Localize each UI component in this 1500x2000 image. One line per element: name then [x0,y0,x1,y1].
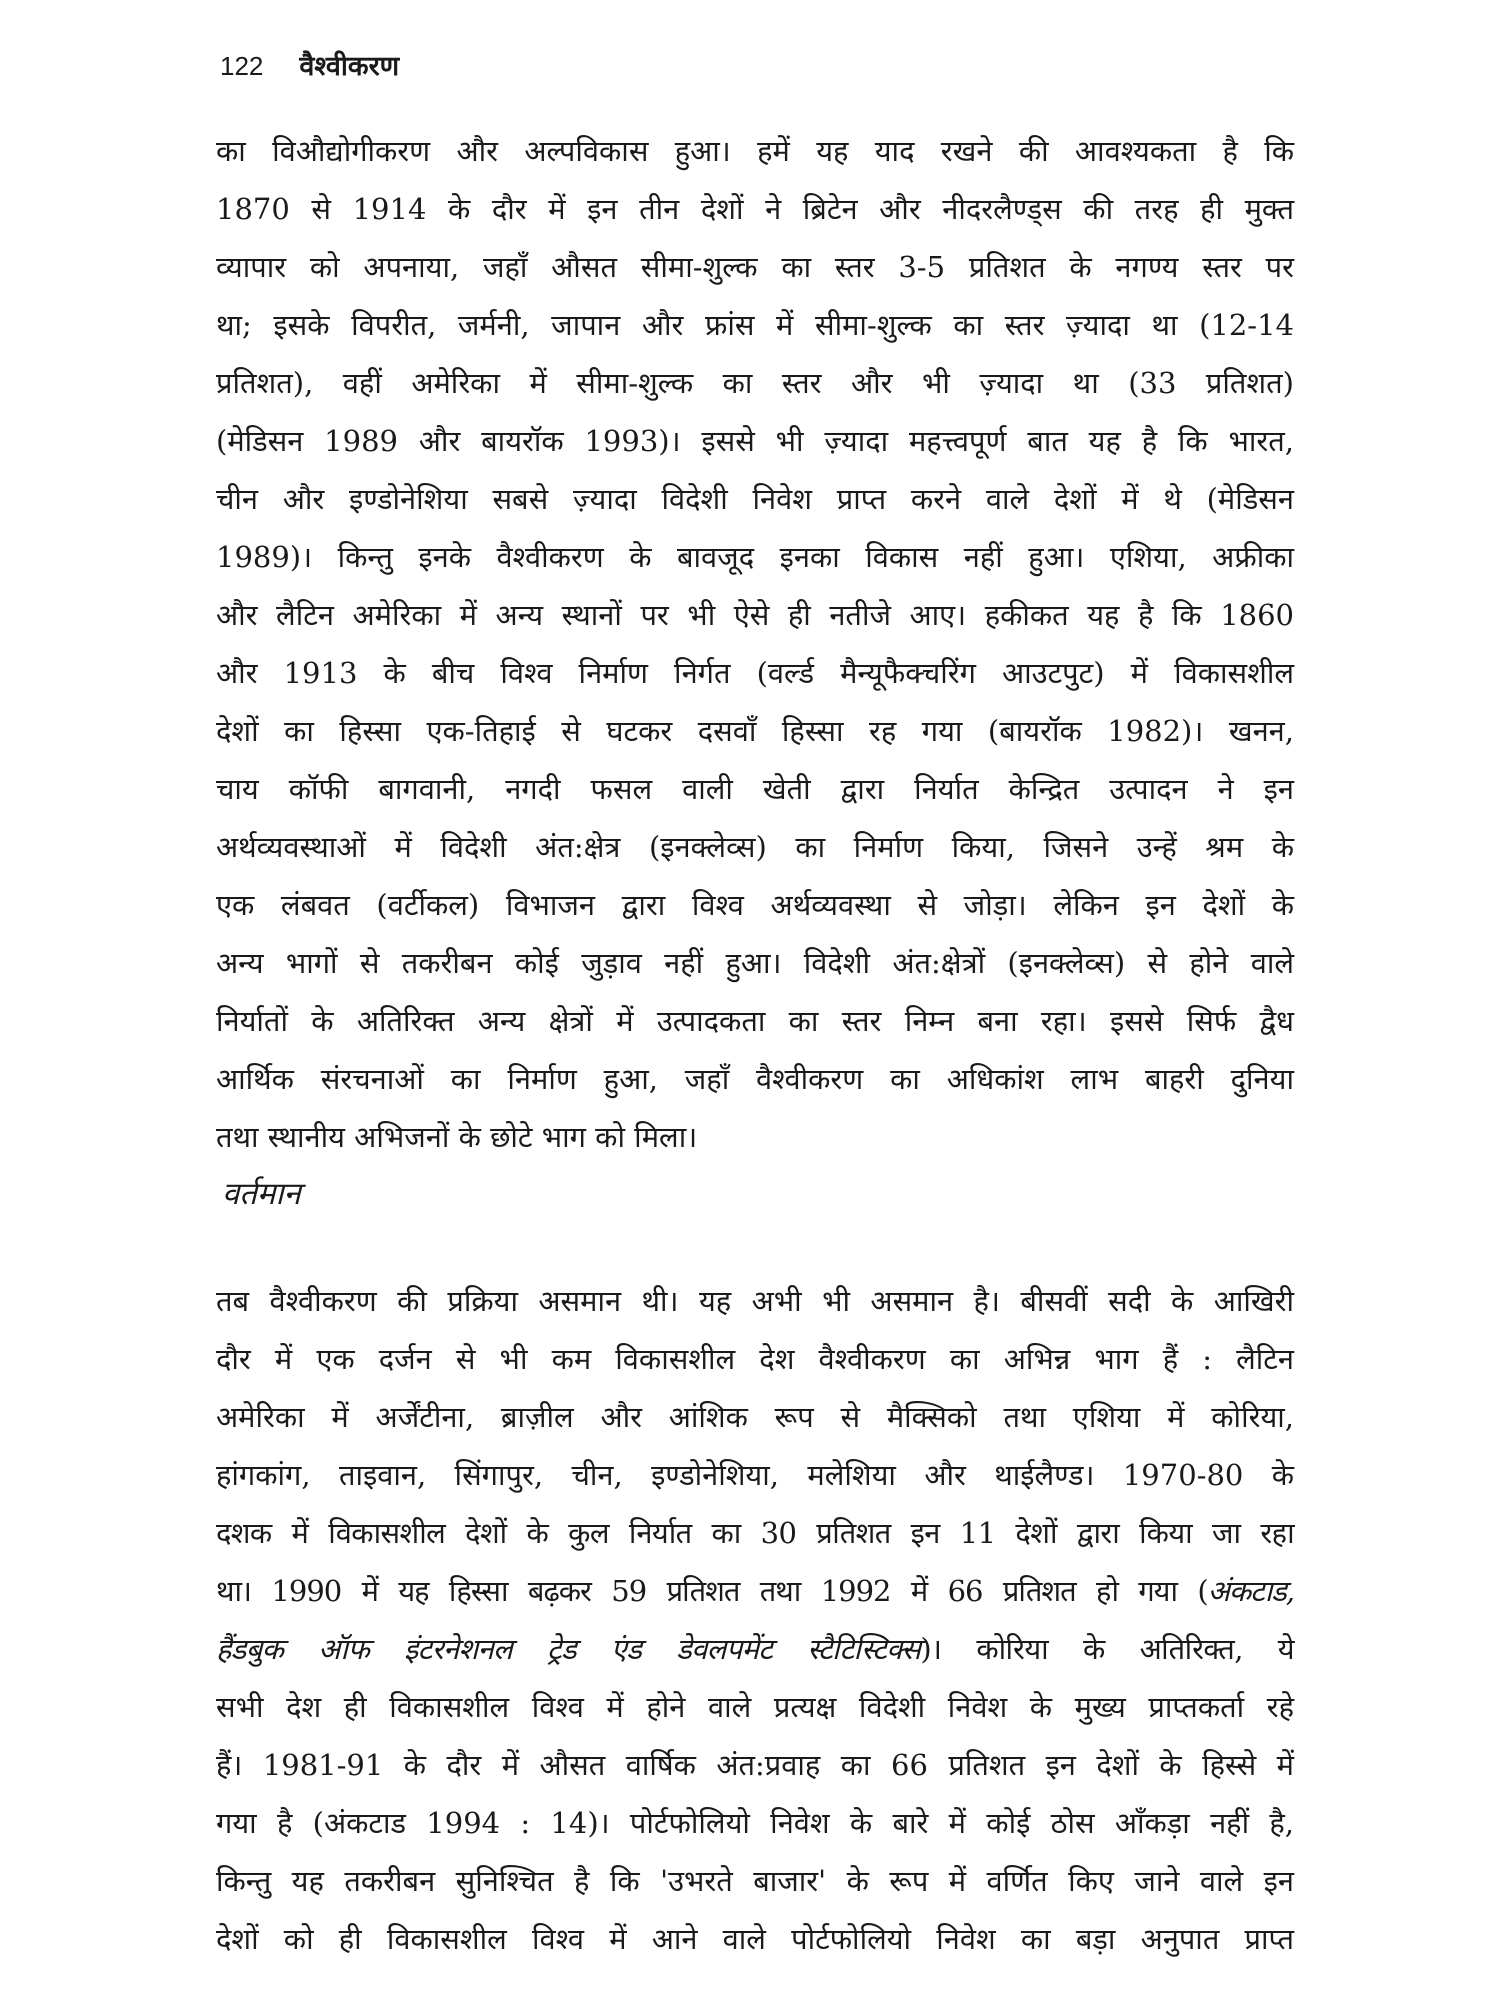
text-line: तथा स्थानीय अभिजनों के छोटे भाग को मिला। [216,1120,698,1154]
text-line: देशों का हिस्सा एक-तिहाई से घटकर दसवाँ हिस्सा रह गया (बायरॉक 1982)। खनन, [216,714,1294,748]
text-line-run: था। 1990 में यह हिस्सा बढ़कर 59 प्रतिशत तथा 1992 में 66 प्रतिशत हो गया ( [216,1574,1208,1608]
citation-italic: अंकटाड, [1207,1574,1294,1608]
text-line: हैं। 1981-91 के दौर में औसत वार्षिक अंत:प्रवाह का 66 प्रतिशत इन देशों के हिस्से में [216,1748,1294,1782]
text-line: दशक में विकासशील देशों के कुल निर्यात का 30 प्रतिशत इन 11 देशों द्वारा किया जा रहा [216,1516,1294,1550]
section-heading: वर्तमान [222,1176,301,1212]
text-line: एक लंबवत (वर्टीकल) विभाजन द्वारा विश्व अर्थव्यवस्था से जोड़ा। लेकिन इन देशों के [216,888,1294,922]
text-line: और 1913 के बीच विश्व निर्माण निर्गत (वर्ल्ड मैन्यूफैक्चरिंग आउटपुट) में विकासशील [216,656,1294,690]
text-line: निर्यातों के अतिरिक्त अन्य क्षेत्रों में उत्पादकता का स्तर निम्न बना रहा। इससे सिर्फ द्वैध [216,1004,1294,1038]
text-line: व्यापार को अपनाया, जहाँ औसत सीमा-शुल्क का स्तर 3-5 प्रतिशत के नगण्य स्तर पर [216,250,1294,284]
running-title: वैश्वीकरण [299,51,400,82]
text-line: अर्थव्यवस्थाओं में विदेशी अंत:क्षेत्र (इनक्लेव्स) का निर्माण किया, जिसने उन्हें श्रम के [216,830,1294,864]
text-line: 1989)। किन्तु इनके वैश्वीकरण के बावजूद इनका विकास नहीं हुआ। एशिया, अफ्रीका [216,540,1294,574]
text-line: (मेडिसन 1989 और बायरॉक 1993)। इससे भी ज़्यादा महत्त्वपूर्ण बात यह है कि भारत, [216,424,1294,458]
text-line: सभी देश ही विकासशील विश्व में होने वाले प्रत्यक्ष विदेशी निवेश के मुख्य प्राप्तकर्ता रहे [216,1690,1294,1724]
text-line: और लैटिन अमेरिका में अन्य स्थानों पर भी ऐसे ही नतीजे आए। हकीकत यह है कि 1860 [216,598,1294,632]
text-line: गया है (अंकटाड 1994 : 14)। पोर्टफोलियो निवेश के बारे में कोई ठोस आँकड़ा नहीं है, [216,1806,1294,1840]
paragraph-1 [216,122,1294,1166]
text-line: का विऔद्योगीकरण और अल्पविकास हुआ। हमें यह याद रखने की आवश्यकता है कि [216,134,1294,168]
text-line: चाय कॉफी बागवानी, नगदी फसल वाली खेती द्वारा निर्यात केन्द्रित उत्पादन ने इन [216,772,1294,806]
text-line-run: )। कोरिया के अतिरिक्त, ये [920,1632,1294,1666]
text-line: प्रतिशत), वहीं अमेरिका में सीमा-शुल्क का स्तर और भी ज़्यादा था (33 प्रतिशत) [216,366,1294,400]
text-line [216,1562,1294,1620]
text-line: तब वैश्वीकरण की प्रक्रिया असमान थी। यह अभी भी असमान है। बीसवीं सदी के आखिरी [216,1284,1294,1318]
text-line: अन्य भागों से तकरीबन कोई जुड़ाव नहीं हुआ। विदेशी अंत:क्षेत्रों (इनक्लेव्स) से होने वाले [216,946,1294,980]
text-line [216,1620,1294,1678]
text-line: अमेरिका में अर्जेंटीना, ब्राज़ील और आंशिक रूप से मैक्सिको तथा एशिया में कोरिया, [216,1400,1294,1434]
text-line: 1870 से 1914 के दौर में इन तीन देशों ने ब्रिटेन और नीदरलैण्ड्स की तरह ही मुक्त [216,192,1294,226]
paragraph-2 [216,1272,1294,1968]
citation-italic: हैंडबुक ऑफ इंटरनेशनल ट्रेड एंड डेवलपमेंट स्टैटिस्टिक्स [216,1632,921,1666]
text-line: हांगकांग, ताइवान, सिंगापुर, चीन, इण्डोनेशिया, मलेशिया और थाईलैण्ड। 1970-80 के [216,1458,1294,1492]
running-header [220,46,399,83]
page-number: 122 [220,51,264,81]
text-line: आर्थिक संरचनाओं का निर्माण हुआ, जहाँ वैश्वीकरण का अधिकांश लाभ बाहरी दुनिया [216,1062,1294,1096]
text-line: दौर में एक दर्जन से भी कम विकासशील देश वैश्वीकरण का अभिन्न भाग हैं : लैटिन [216,1342,1294,1376]
text-line: किन्तु यह तकरीबन सुनिश्चित है कि 'उभरते बाजार' के रूप में वर्णित किए जाने वाले इन [216,1864,1294,1898]
text-line: था; इसके विपरीत, जर्मनी, जापान और फ्रांस में सीमा-शुल्क का स्तर ज़्यादा था (12-14 [216,308,1294,342]
text-line: चीन और इण्डोनेशिया सबसे ज़्यादा विदेशी निवेश प्राप्त करने वाले देशों में थे (मेडिसन [216,482,1294,516]
text-line: देशों को ही विकासशील विश्व में आने वाले पोर्टफोलियो निवेश का बड़ा अनुपात प्राप्त [216,1922,1294,1956]
